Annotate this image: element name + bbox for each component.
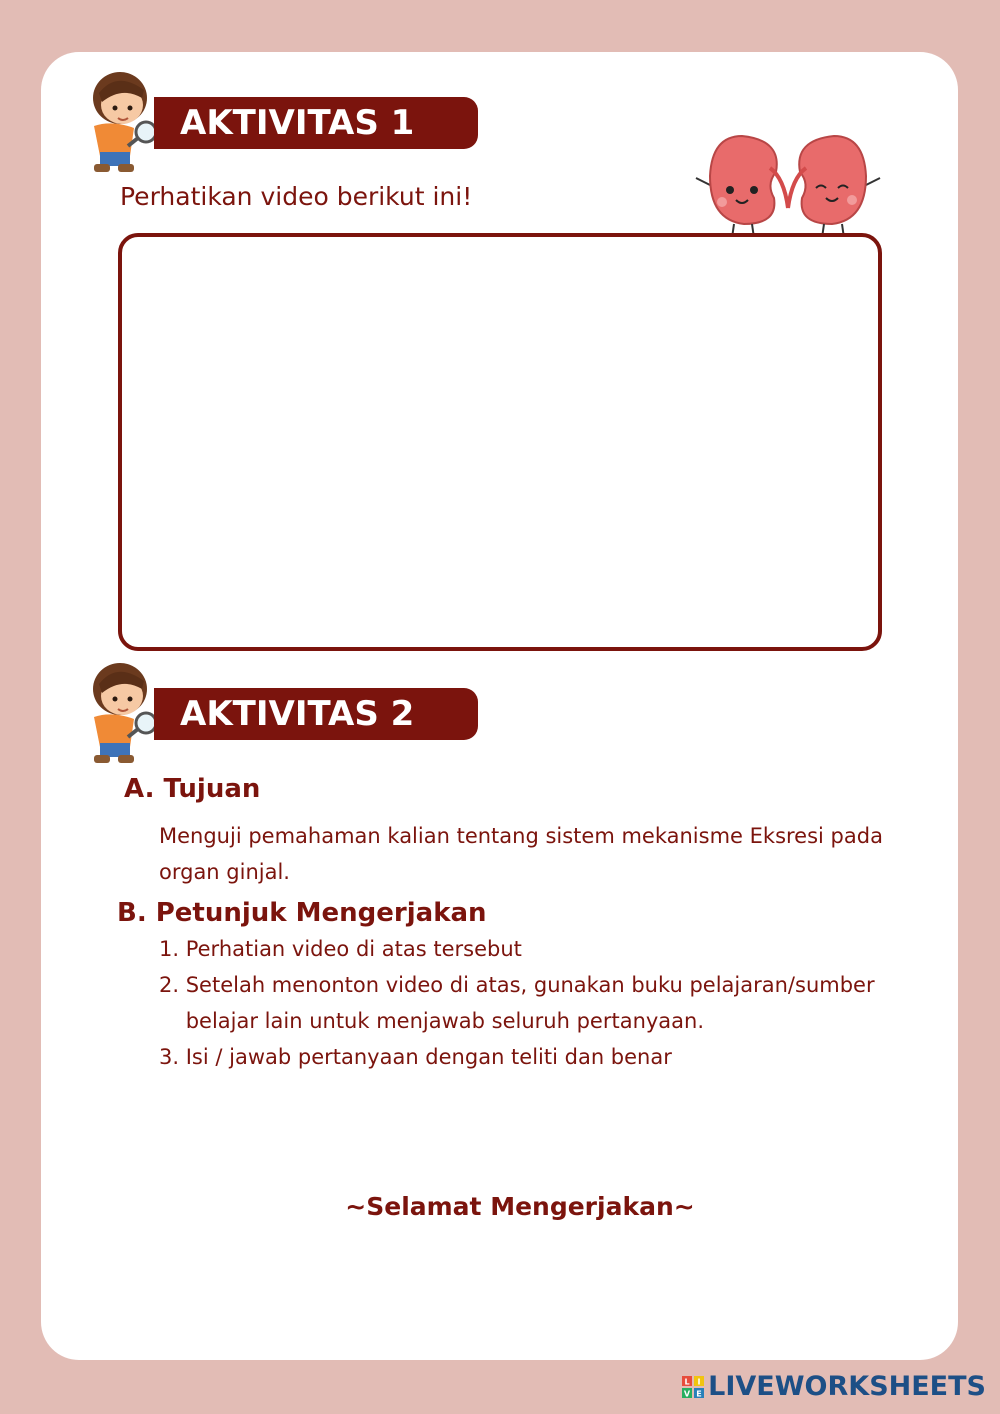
section-a-heading: A. Tujuan <box>124 774 261 804</box>
section-a-text: Menguji pemahaman kalian tentang sistem mekanisme Eksresi pada organ ginjal. <box>159 824 883 884</box>
list-item: 3. Isi / jawab pertanyaan dengan teliti dan benar <box>159 1045 672 1069</box>
svg-text:V: V <box>684 1389 691 1398</box>
video-instruction: Perhatikan video berikut ini! <box>120 182 473 211</box>
section-b-heading: B. Petunjuk Mengerjakan <box>117 898 487 928</box>
kidney-mascot-icon <box>692 128 884 240</box>
liveworksheets-logo-icon <box>682 1376 704 1398</box>
liveworksheets-text: LIVEWORKSHEETS <box>708 1371 986 1402</box>
svg-text:I: I <box>697 1377 701 1386</box>
kid-magnifier-icon <box>72 68 162 178</box>
list-item: 2. Setelah menonton video di atas, gunakan buku pelajaran/sumber belajar lain untuk menjawab seluruh pertanyaan. <box>159 973 875 1033</box>
activity-2-banner <box>154 688 478 740</box>
activity-1-banner <box>154 97 478 149</box>
kid-magnifier-icon <box>72 659 162 769</box>
svg-text:E: E <box>696 1389 702 1398</box>
activity-2-title: AKTIVITAS 2 <box>180 694 415 734</box>
activity-1-title: AKTIVITAS 1 <box>180 103 415 143</box>
list-item: 1. Perhatian video di atas tersebut <box>159 937 522 961</box>
instruction-list <box>159 931 889 1075</box>
liveworksheets-logo[interactable] <box>682 1371 986 1402</box>
closing-message: ~Selamat Mengerjakan~ <box>345 1192 695 1221</box>
video-placeholder[interactable] <box>118 233 882 651</box>
svg-text:L: L <box>684 1377 690 1386</box>
